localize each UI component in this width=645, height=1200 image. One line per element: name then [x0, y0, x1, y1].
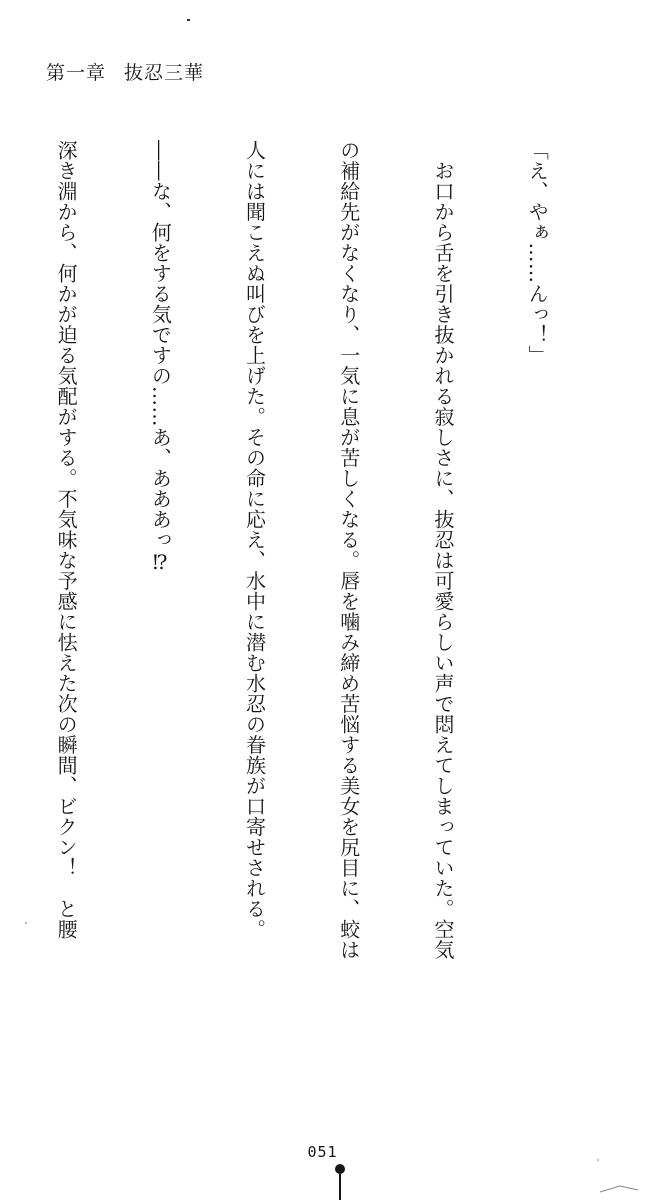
- vertical-body-text: [0, 140, 615, 1110]
- text-line: の補給先がなくなり、一気に息が苦しくなる。唇を噛み締め苦悩する美女を尻目に、蛟は: [336, 140, 361, 960]
- chapter-heading: [46, 58, 204, 85]
- chapter-number: 第一章: [46, 62, 107, 84]
- text-line: ――な、何をする気ですの……あ、あああっ⁉: [148, 140, 173, 575]
- text-line: 深き淵から、何かが迫る気配がする。不気味な予感に怯えた次の瞬間、ビクン！ と腰: [54, 140, 79, 940]
- text-line: 人には聞こえぬ叫びを上げた。その命に応え、水中に潜む水忍の眷族が口寄せされる。: [242, 140, 267, 940]
- chapter-title: 抜忍三華: [124, 62, 205, 84]
- page-number-dot: [335, 1164, 345, 1174]
- speck: [187, 19, 190, 21]
- page-number-rule: [339, 1174, 341, 1200]
- corner-smudge: [600, 1186, 638, 1192]
- text-line: お口から舌を引き抜かれる寂しさに、抜忍は可愛らしい声で悶えてしまっていた。空気: [430, 140, 455, 960]
- page-number: 051: [307, 1143, 338, 1161]
- text-line: 「え、やぁ……んっ！」: [525, 140, 550, 366]
